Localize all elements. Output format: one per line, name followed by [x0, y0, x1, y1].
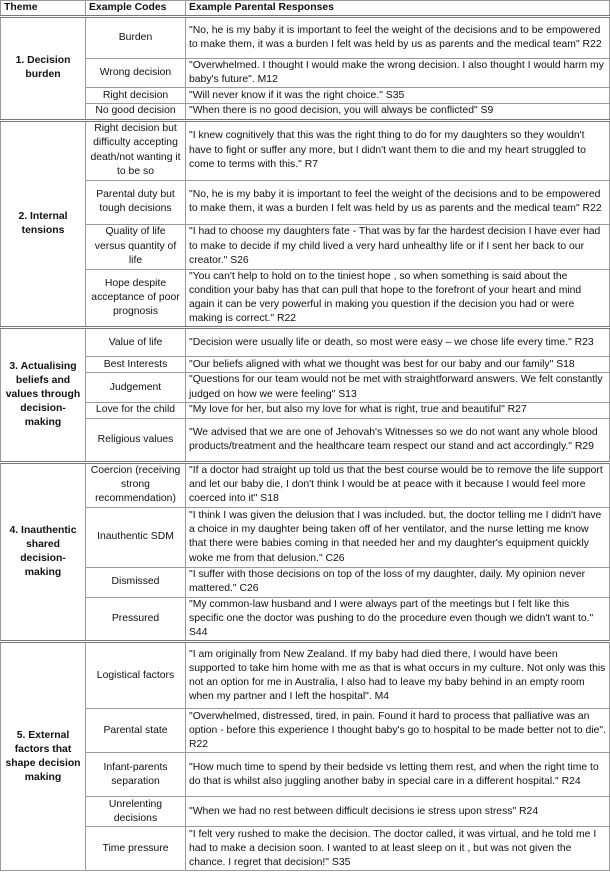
table-row: [1, 753, 610, 797]
table-row: [1, 180, 610, 224]
code-cell: Burden: [86, 17, 186, 59]
code-cell: Infant-parents separation: [86, 753, 186, 797]
response-cell: "I think I was given the delusion that I was included. but, the doctor telling me I didn't have a choice in my daughter being taken off of her ventilator, and the nurse letting me know that there were babies coming in that needed her and my daughter's equipment quickly woke me from that delusion." C26: [186, 507, 610, 567]
table-row: [1, 462, 610, 507]
theme-external-factors: 5. External factors that shape decision making: [1, 642, 86, 871]
table-row: [1, 402, 610, 418]
table-row: [1, 104, 610, 120]
header-parental-responses: Example Parental Responses: [186, 1, 610, 17]
response-cell: "I knew cognitively that this was the right thing to do for my daughters so they wouldn't have to fight or suffer any more, but I didn't want them to die and my heart struggled to come to terms with this." R7: [186, 120, 610, 180]
code-cell: Right decision: [86, 88, 186, 104]
table-row: [1, 418, 610, 462]
response-cell: "My love for her, but also my love for what is right, true and beautiful" R27: [186, 402, 610, 418]
table-row: [1, 373, 610, 402]
response-cell: "How much time to spend by their bedside vs letting them rest, and when the right time to do that is whilst also juggling another baby in special care in a different hospital." R24: [186, 753, 610, 797]
code-cell: Hope despite acceptance of poor prognosis: [86, 269, 186, 328]
theme-inauthentic-sdm: 4. Inauthentic shared decision-making: [1, 462, 86, 642]
table-row: [1, 567, 610, 597]
table-row: [1, 709, 610, 753]
header-example-codes: Example Codes: [86, 1, 186, 17]
response-cell: "If a doctor had straight up told us that the best course would be to remove the life support and let our baby die, I don't think I would be at peace with it because I would feel more coerced into it" S18: [186, 462, 610, 507]
header-row: [1, 1, 610, 17]
response-cell: "When there is no good decision, you will always be conflicted" S9: [186, 104, 610, 120]
table-row: [1, 17, 610, 59]
code-cell: Best Interests: [86, 357, 186, 373]
code-cell: Time pressure: [86, 827, 186, 871]
code-cell: Value of life: [86, 328, 186, 357]
theme-decision-burden: 1. Decision burden: [1, 17, 86, 121]
response-cell: "Overwhelmed. I thought I would make the wrong decision. I also thought I would harm my baby's future". M12: [186, 59, 610, 88]
code-cell: Love for the child: [86, 402, 186, 418]
code-cell: Wrong decision: [86, 59, 186, 88]
table-row: [1, 357, 610, 373]
response-cell: "When we had no rest between difficult decisions ie stress upon stress" R24: [186, 797, 610, 827]
code-cell: Logistical factors: [86, 642, 186, 709]
response-cell: "I had to choose my daughters fate - That was by far the hardest decision I have ever had to make to decide if my child lived a very hard unhealthy life or if I sent her back to our creator." S26: [186, 224, 610, 269]
response-cell: "You can't help to hold on to the tiniest hope , so when something is said about the condition your baby has that can pull that hope to the forefront of your heart and mind again it can be very powerful in making you question if the decision you had or were making is correct." R22: [186, 269, 610, 328]
response-cell: "Our beliefs aligned with what we thought was best for our baby and our family" S18: [186, 357, 610, 373]
response-cell: "I suffer with those decisions on top of the loss of my daughter, daily. My opinion never mattered." C26: [186, 567, 610, 597]
code-cell: Unrelenting decisions: [86, 797, 186, 827]
code-cell: Pressured: [86, 597, 186, 642]
code-cell: Dismissed: [86, 567, 186, 597]
header-theme: Theme: [1, 1, 86, 17]
response-cell: "Decision were usually life or death, so most were easy – we chose life every time." R23: [186, 328, 610, 357]
response-cell: "I am originally from New Zealand. If my baby had died there, I would have been supported to take him home with me as that is what occurs in my culture. Not only was this not an option for me in Australia, I also had to leave my baby behind in an empty room when my partner and I left the hospital". M4: [186, 642, 610, 709]
code-cell: Judgement: [86, 373, 186, 402]
code-cell: No good decision: [86, 104, 186, 120]
table-row: [1, 224, 610, 269]
response-cell: "No, he is my baby it is important to feel the weight of the decisions and to be empowered to make them, it was a burden I felt was held by us as parents and the medical team" R22: [186, 17, 610, 59]
code-cell: Parental duty but tough decisions: [86, 180, 186, 224]
response-cell: "No, he is my baby it is important to feel the weight of the decisions and to be empowered to make them, it was a burden I felt was held by us as parents and the medical team" R22: [186, 180, 610, 224]
response-cell: "Questions for our team would not be met with straightforward answers. We felt constantly judged on how we were feeling" S13: [186, 373, 610, 402]
response-cell: "Will never know if it was the right choice." S35: [186, 88, 610, 104]
table-row: [1, 328, 610, 357]
code-cell: Inauthentic SDM: [86, 507, 186, 567]
table-row: [1, 59, 610, 88]
theme-internal-tensions: 2. Internal tensions: [1, 120, 86, 328]
code-cell: Right decision but difficulty accepting death/not wanting it to be so: [86, 120, 186, 180]
code-cell: Parental state: [86, 709, 186, 753]
code-cell: Coercion (receiving strong recommendation): [86, 462, 186, 507]
response-cell: "We advised that we are one of Jehovah's Witnesses so we do not want any whole blood products/treatment and the healthcare team respect our stand and act accordingly." R29: [186, 418, 610, 462]
code-cell: Religious values: [86, 418, 186, 462]
response-cell: "Overwhelmed, distressed, tired, in pain. Found it hard to process that palliative was an option - before this experience I thought baby's go to hospital to be made better not to die". R22: [186, 709, 610, 753]
table-row: [1, 507, 610, 567]
response-cell: "My common-law husband and I were always part of the meetings but I felt like this specific one the doctor was pushing to do the procedure even though we didn't want to." S44: [186, 597, 610, 642]
table-row: [1, 797, 610, 827]
response-cell: "I felt very rushed to make the decision. The doctor called, it was virtual, and he told me I had to make a decision soon. I wanted to at least sleep on it , but was not given the chance. I regret that decision!" S35: [186, 827, 610, 871]
table-row: [1, 88, 610, 104]
table-row: [1, 269, 610, 328]
code-cell: Quality of life versus quantity of life: [86, 224, 186, 269]
table-row: [1, 597, 610, 642]
theme-actualising-beliefs: 3. Actualising beliefs and values through decision-making: [1, 328, 86, 462]
table-row: [1, 827, 610, 871]
table-row: [1, 642, 610, 709]
table-row: [1, 120, 610, 180]
